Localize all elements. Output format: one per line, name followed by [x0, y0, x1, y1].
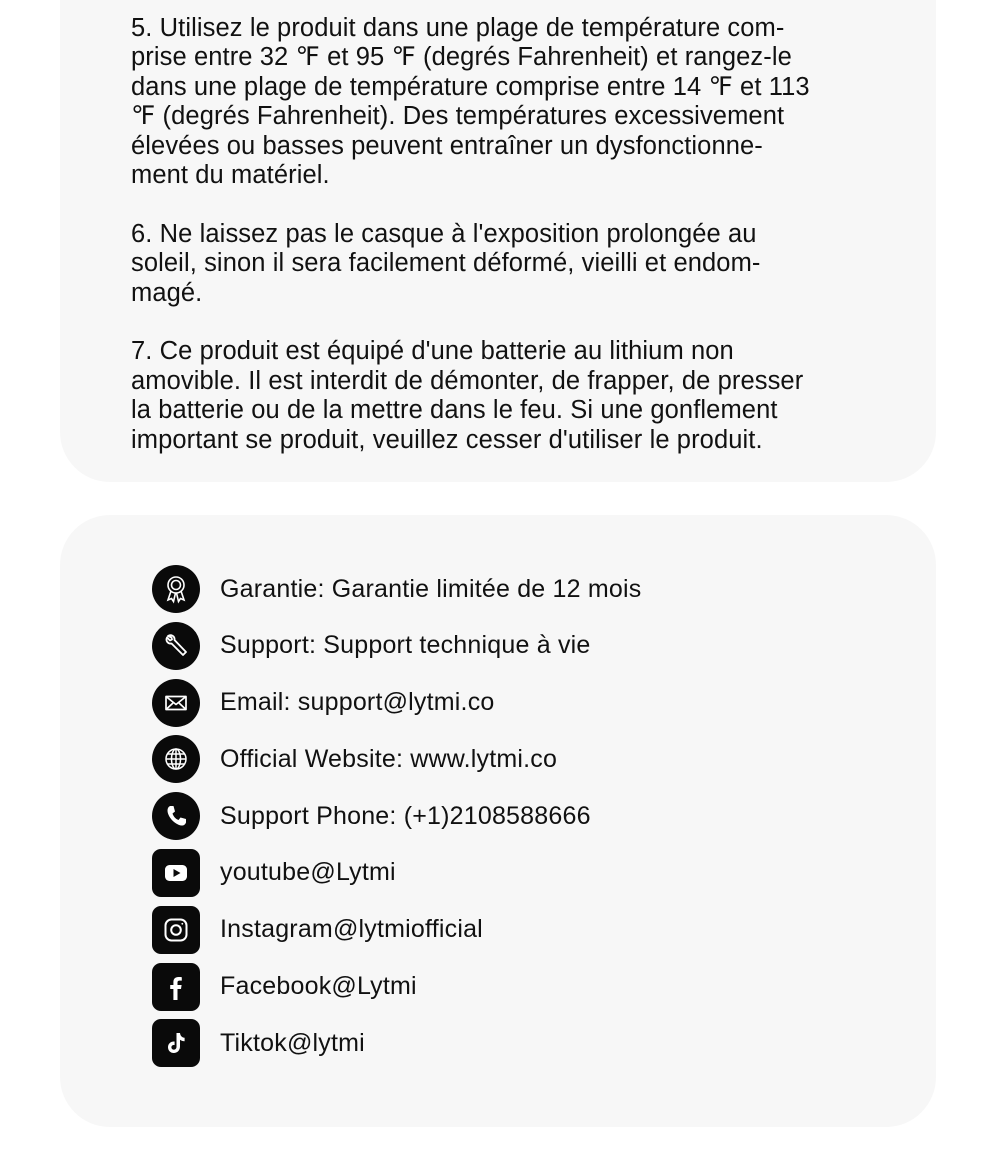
website-row[interactable]: [152, 735, 642, 783]
youtube-icon: [152, 849, 200, 897]
instagram-label[interactable]: Instagram@lytmiofficial: [220, 915, 483, 944]
phone-icon: [152, 792, 200, 840]
website-label[interactable]: Official Website: www.lytmi.co: [220, 744, 558, 773]
facebook-label[interactable]: Facebook@Lytmi: [220, 972, 417, 1001]
facebook-row[interactable]: [152, 963, 642, 1011]
phone-label[interactable]: Support Phone: (+1)2108588666: [220, 801, 591, 830]
instagram-row[interactable]: [152, 906, 642, 954]
phone-row[interactable]: [152, 792, 642, 840]
note-sun-exposure: 6. Ne laissez pas le casque à l'exposition prolongée au soleil, sinon il sera facilement déformé, vieilli et endom- magé.: [131, 219, 761, 307]
safety-notes: [131, 14, 871, 484]
award-ribbon-icon: [152, 565, 200, 613]
email-row[interactable]: [152, 679, 642, 727]
facebook-icon: [152, 963, 200, 1011]
note-battery: 7. Ce produit est équipé d'une batterie au lithium non amovible. Il est interdit de démonter, de frapper, de presser la batterie ou de la mettre dans le feu. Si une gonflement important se produit, veuillez cesser d'utiliser le produit.: [131, 337, 804, 454]
globe-icon: [152, 735, 200, 783]
warranty-row: [152, 565, 642, 613]
contact-list: [152, 565, 642, 1076]
youtube-label[interactable]: youtube@Lytmi: [220, 858, 396, 887]
youtube-row[interactable]: [152, 849, 642, 897]
support-label: Support: Support technique à vie: [220, 631, 591, 660]
envelope-icon: [152, 679, 200, 727]
instagram-icon: [152, 906, 200, 954]
support-row: [152, 622, 642, 670]
tiktok-row[interactable]: [152, 1019, 642, 1067]
warranty-label: Garantie: Garantie limitée de 12 mois: [220, 574, 642, 603]
tiktok-icon: [152, 1019, 200, 1067]
tiktok-label[interactable]: Tiktok@lytmi: [220, 1028, 365, 1057]
email-label[interactable]: Email: support@lytmi.co: [220, 688, 495, 717]
note-temperature: 5. Utilisez le produit dans une plage de température com- prise entre 32 ℉ et 95 ℉ (degrés Fahrenheit) et rangez-le dans une plage de température comprise entre 14 ℉ et 113 ℉ (degrés Fahrenheit). Des températures excessivement élevées ou basses peuvent entraîner un dysfonctionne- ment du matériel.: [131, 14, 810, 190]
wrench-icon: [152, 622, 200, 670]
